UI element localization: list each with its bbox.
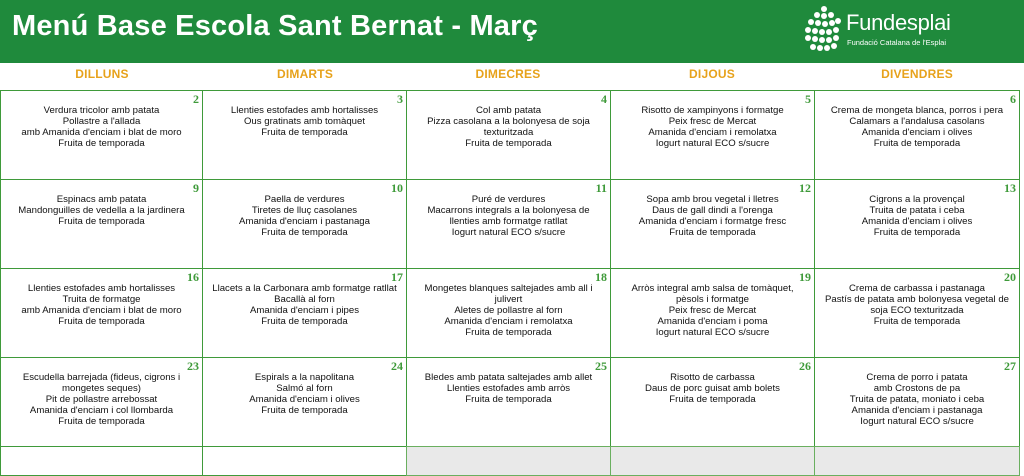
dish-list (821, 372, 1013, 427)
day-cell (814, 179, 1020, 269)
dish-line: Pit de pollastre arrebossat (45, 394, 158, 405)
dish-list (209, 105, 400, 138)
day-number: 23 (187, 359, 199, 373)
logo-tagline: Fundació Catalana de l'Esplai (847, 38, 946, 47)
dish-list (617, 105, 808, 149)
dish-line: Amanida d'enciam i remolatxa (444, 316, 573, 327)
dish-line: Llenties estofades amb arròs (446, 383, 571, 394)
dish-line: Col amb patata (475, 105, 542, 116)
dish-line: Llenties estofades amb hortalisses (27, 283, 176, 294)
dish-line: Risotto de xampinyons i formatge (641, 105, 784, 116)
dish-list (413, 194, 604, 238)
dish-line: Ous gratinats amb tomàquet (243, 116, 366, 127)
day-cell (814, 357, 1020, 447)
day-cell (610, 268, 815, 358)
dish-line: Iogurt natural ECO s/sucre (860, 416, 974, 427)
next-week-cell (814, 446, 1020, 476)
dish-line: amb Amanida d'enciam i blat de moro (21, 305, 182, 316)
day-cell (610, 357, 815, 447)
day-cell (406, 90, 611, 180)
dish-line: Amanida d'enciam i olives (861, 216, 973, 227)
dish-line: Peix fresc de Mercat (668, 116, 757, 127)
dish-line: Pastís de patata amb bolonyesa vegetal de soja ECO texturitzada (824, 294, 1009, 316)
day-cell (406, 179, 611, 269)
fundesplai-logo (802, 4, 1012, 58)
dish-line: Espinacs amb patata (56, 194, 147, 205)
dish-line: Fruita de temporada (261, 127, 348, 138)
dish-line: Mandonguilles de vedella a la jardinera (18, 205, 185, 216)
dish-line: Amanida d'enciam i pastanaga (239, 216, 370, 227)
dish-line: Tiretes de lluç casolanes (251, 205, 358, 216)
dish-line: Calamars a l'andalusa casolans (849, 116, 985, 127)
logo-mark-icon (802, 4, 846, 54)
dish-list (7, 283, 196, 327)
day-number: 24 (391, 359, 403, 373)
day-header-divendres: DIVENDRES (881, 67, 953, 81)
dish-list (7, 372, 196, 427)
day-cell (202, 179, 407, 269)
dish-list (821, 194, 1013, 238)
dish-list (7, 194, 196, 227)
dish-line: Arròs integral amb salsa de tomàquet, pèsols i formatge (631, 283, 794, 305)
dish-line: Fruita de temporada (465, 327, 552, 338)
day-number: 25 (595, 359, 607, 373)
dish-line: Iogurt natural ECO s/sucre (655, 138, 770, 149)
next-week-cell (202, 446, 407, 476)
dish-line: Crema de porro i patata (866, 372, 968, 383)
day-number: 18 (595, 270, 607, 284)
logo-name: Fundesplai (846, 10, 951, 35)
dish-line: Fruita de temporada (873, 227, 961, 238)
dish-list (209, 283, 400, 327)
dish-line: Aletes de pollastre al forn (454, 305, 563, 316)
dish-line: Amanida d'enciam i olives (861, 127, 973, 138)
dish-line: amb Crostons de pa (873, 383, 961, 394)
dish-list (617, 194, 808, 238)
next-week-cell (406, 446, 611, 476)
dish-list (821, 283, 1013, 327)
dish-line: Amanida d'enciam i col llombarda (29, 405, 174, 416)
dish-line: Truita de formatge (62, 294, 141, 305)
dish-line: Crema de mongeta blanca, porros i pera (830, 105, 1004, 116)
day-cell (0, 90, 203, 180)
dish-line: amb Amanida d'enciam i blat de moro (21, 127, 182, 138)
day-header-dijous: DIJOUS (689, 67, 735, 81)
dish-line: Fruita de temporada (669, 394, 756, 405)
dish-line: Llacets a la Carbonara amb formatge ratllat (212, 283, 397, 294)
dish-list (413, 372, 604, 405)
day-number: 10 (391, 181, 403, 195)
dish-line: Fruita de temporada (58, 216, 145, 227)
dish-list (209, 372, 400, 416)
day-number: 9 (193, 181, 199, 195)
dish-list (821, 105, 1013, 149)
dish-line: Salmó al forn (276, 383, 333, 394)
day-cell (610, 90, 815, 180)
dish-line: Fruita de temporada (261, 227, 348, 238)
dish-line: Amanida d'enciam i olives (249, 394, 360, 405)
day-header-dimarts: DIMARTS (276, 67, 334, 81)
dish-line: Fruita de temporada (58, 416, 145, 427)
day-number: 19 (799, 270, 811, 284)
day-cell (406, 357, 611, 447)
dish-line: Daus de gall dindi a l'orenga (652, 205, 773, 216)
dish-line: Fruita de temporada (261, 316, 348, 327)
dish-line: Fruita de temporada (873, 316, 961, 327)
day-number: 2 (193, 92, 199, 106)
dish-line: Espirals a la napolitana (254, 372, 355, 383)
dish-line: Mongetes blanques saltejades amb all i julivert (424, 283, 593, 305)
day-cell (814, 90, 1020, 180)
dish-line: Crema de carbassa i pastanaga (849, 283, 985, 294)
dish-line: Pizza casolana a la bolonyesa de soja texturitzada (427, 116, 590, 138)
day-number: 27 (1004, 359, 1016, 373)
dish-list (7, 105, 196, 149)
day-header-dimecres: DIMECRES (475, 67, 541, 81)
day-number: 6 (1010, 92, 1016, 106)
day-number: 16 (187, 270, 199, 284)
dish-list (209, 194, 400, 238)
day-cell (202, 268, 407, 358)
dish-line: Truita de patata i ceba (869, 205, 965, 216)
dish-list (617, 283, 808, 338)
dish-line: Bacallà al forn (274, 294, 335, 305)
day-header-dilluns: DILLUNS (75, 67, 129, 81)
dish-line: Truita de patata, moniato i ceba (849, 394, 985, 405)
dish-line: Daus de porc guisat amb bolets (645, 383, 780, 394)
dish-line: Escudella barrejada (fideus, cigrons i mongetes seques) (22, 372, 181, 394)
dish-line: Fruita de temporada (58, 316, 145, 327)
day-cell (0, 179, 203, 269)
day-cell (202, 90, 407, 180)
dish-line: Fruita de temporada (465, 138, 552, 149)
dish-line: Fruita de temporada (261, 405, 348, 416)
dish-line: Bledes amb patata saltejades amb allet (424, 372, 593, 383)
dish-line: Fruita de temporada (465, 394, 552, 405)
dish-line: Paella de verdures (264, 194, 345, 205)
dish-line: Peix fresc de Mercat (668, 305, 757, 316)
dish-line: Amanida d'enciam i pipes (249, 305, 360, 316)
next-week-cell (0, 446, 203, 476)
dish-list (413, 283, 604, 338)
dish-line: Iogurt natural ECO s/sucre (655, 327, 770, 338)
day-number: 5 (805, 92, 811, 106)
dish-line: Fruita de temporada (58, 138, 145, 149)
dish-line: Macarrons integrals a la bolonyesa de llenties amb formatge ratllat (427, 205, 590, 227)
day-cell (610, 179, 815, 269)
day-cell (0, 357, 203, 447)
day-number: 13 (1004, 181, 1016, 195)
day-cell (814, 268, 1020, 358)
dish-list (617, 372, 808, 405)
dish-line: Cigrons a la provençal (869, 194, 965, 205)
dish-line: Fruita de temporada (873, 138, 961, 149)
day-number: 20 (1004, 270, 1016, 284)
day-cell (0, 268, 203, 358)
day-number: 17 (391, 270, 403, 284)
dish-line: Sopa amb brou vegetal i lletres (646, 194, 779, 205)
menu-title: Menú Base Escola Sant Bernat - Març (12, 10, 538, 42)
dish-list (413, 105, 604, 149)
dish-line: Iogurt natural ECO s/sucre (451, 227, 566, 238)
dish-line: Amanida d'enciam i poma (657, 316, 768, 327)
day-number: 26 (799, 359, 811, 373)
day-cell (202, 357, 407, 447)
day-number: 11 (595, 181, 607, 195)
day-number: 4 (601, 92, 607, 106)
dish-line: Amanida d'enciam i pastanaga (851, 405, 983, 416)
dish-line: Amanida d'enciam i formatge fresc (638, 216, 787, 227)
dish-line: Fruita de temporada (669, 227, 756, 238)
dish-line: Amanida d'enciam i remolatxa (648, 127, 777, 138)
dish-line: Puré de verdures (471, 194, 546, 205)
next-week-cell (610, 446, 815, 476)
day-cell (406, 268, 611, 358)
header-bar (0, 0, 1024, 63)
dish-line: Llenties estofades amb hortalisses (230, 105, 379, 116)
dish-line: Verdura tricolor amb patata (43, 105, 160, 116)
day-number: 3 (397, 92, 403, 106)
day-number: 12 (799, 181, 811, 195)
dish-line: Risotto de carbassa (670, 372, 755, 383)
dish-line: Pollastre a l'allada (62, 116, 141, 127)
